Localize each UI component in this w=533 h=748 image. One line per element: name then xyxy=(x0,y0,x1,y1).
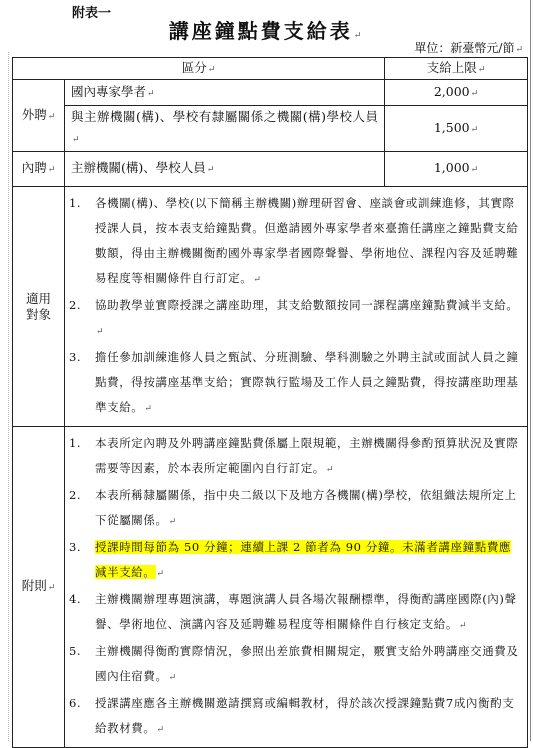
scope-content-cell xyxy=(65,187,528,427)
list-number: 3. xyxy=(69,540,82,554)
paragraph-mark-icon: ↵ xyxy=(47,111,56,122)
list-item-highlighted xyxy=(65,535,519,587)
external-desc-cell xyxy=(65,80,385,106)
list-number: 6. xyxy=(69,696,82,710)
scope-row xyxy=(13,187,528,427)
table-row xyxy=(13,152,528,187)
internal-label: 內聘 xyxy=(21,160,47,175)
list-number: 5. xyxy=(69,644,82,658)
paragraph-mark-icon: ↵ xyxy=(477,64,486,75)
external-amount-cell xyxy=(385,80,528,106)
category-header-cell xyxy=(13,58,385,80)
page-margin-guide xyxy=(8,52,9,741)
paragraph-mark-icon: ↵ xyxy=(47,583,56,593)
scope-label: 適用對象 xyxy=(25,290,51,322)
list-number: 2. xyxy=(69,488,82,502)
list-text: 本表所定內聘及外聘講座鐘點費係屬上限規範，主辦機關得參酌預算狀況及實際需要等因素，於本表所定範圍內自行訂定。 xyxy=(95,436,519,475)
table-row xyxy=(13,80,528,106)
external-desc-cell xyxy=(65,106,385,152)
external-amount-1: 2,000 xyxy=(433,83,470,99)
paragraph-mark-icon: ↵ xyxy=(147,88,155,99)
internal-desc-cell xyxy=(65,152,385,187)
list-item xyxy=(65,191,519,293)
list-item xyxy=(65,691,519,743)
list-text: 主辦機關辦理專題演講，專題演講人員各場次報酬標準，得衡酌講座國際(內)聲譽、學術地位、演講內容及延聘難易程度等相關條件自行核定支給。 xyxy=(95,592,517,631)
list-item xyxy=(65,345,519,422)
paragraph-mark-icon: ↵ xyxy=(325,465,335,475)
list-number: 3. xyxy=(69,350,82,364)
paragraph-mark-icon: ↵ xyxy=(96,327,105,337)
notes-list xyxy=(65,427,527,747)
table-header-row xyxy=(13,58,528,80)
unit-label xyxy=(414,39,523,56)
internal-amount: 1,000 xyxy=(433,160,470,175)
document-title-text: 講座鐘點費支給表 xyxy=(168,19,353,43)
list-number: 1. xyxy=(69,196,82,210)
notes-content-cell xyxy=(65,427,528,748)
list-text: 主辦機關得衡酌實際情況，參照出差旅費相關規定，覈實支給外聘講座交通費及國內住宿費。 xyxy=(95,644,519,683)
external-amount-2: 1,500 xyxy=(433,119,470,135)
scope-list xyxy=(65,187,527,426)
paragraph-mark-icon: ↵ xyxy=(207,64,216,75)
list-item xyxy=(65,639,519,691)
table-row xyxy=(13,106,528,152)
paragraph-mark-icon: ↵ xyxy=(156,725,165,735)
paragraph-mark-icon: ↵ xyxy=(156,569,165,579)
external-label-cell xyxy=(13,80,65,152)
notes-label-cell xyxy=(13,427,65,748)
list-text: 各機關(構)、學校(以下簡稱主辦機關)辦理研習會、座談會或訓練進修，其實際授課人員，按本表支給鐘點費。但邀請國外專家學者來臺擔任講座之鐘點費支給數額，得由主辦機關衡酌國外專家學者國際聲譽、學術地位、課程內容及延聘難易程度等相關條件自行訂定。 xyxy=(95,196,519,285)
list-number: 4. xyxy=(69,592,82,606)
paragraph-mark-icon: ↵ xyxy=(470,124,479,135)
list-text: 協助教學並實際授課之講座助理，其支給數額按同一課程講座鐘點費減半支給。 xyxy=(95,298,519,312)
list-item xyxy=(65,431,519,483)
paragraph-mark-icon: ↵ xyxy=(253,275,262,285)
internal-desc: 主辦機關(構)、學校人員 xyxy=(71,160,206,175)
internal-label-cell xyxy=(13,152,65,187)
paragraph-mark-icon: ↵ xyxy=(459,621,468,631)
list-number: 1. xyxy=(69,436,82,450)
list-text: 擔任參加訓練進修人員之甄試、分班測驗、學科測驗之外聘主試或面試人員之鐘點費，得按講座基準支給；實際執行監場及工作人員之鐘點費，得按講座助理基準支給。 xyxy=(95,350,519,414)
paragraph-mark-icon: ↵ xyxy=(470,88,479,99)
page-right-edge xyxy=(530,0,531,741)
external-label: 外聘 xyxy=(21,106,47,122)
fee-table xyxy=(12,57,528,748)
category-header: 區分 xyxy=(181,59,207,75)
paragraph-mark-icon: ↵ xyxy=(47,165,56,175)
paragraph-mark-icon: ↵ xyxy=(353,31,365,41)
external-desc-2: 與主辦機關(構)、學校有隸屬關係之機關(構)學校人員 xyxy=(71,109,379,124)
paragraph-mark-icon: ↵ xyxy=(72,135,81,145)
paragraph-mark-icon: ↵ xyxy=(515,45,523,55)
notes-row xyxy=(13,427,528,748)
external-desc-1: 國內專家學者 xyxy=(71,83,147,99)
appendix-label: 附表一 xyxy=(72,6,112,21)
external-amount-cell xyxy=(385,106,528,152)
paragraph-mark-icon: ↵ xyxy=(470,165,479,175)
paragraph-mark-icon: ↵ xyxy=(168,517,177,527)
paragraph-mark-icon: ↵ xyxy=(168,673,177,683)
internal-amount-cell xyxy=(385,152,528,187)
list-text: 授課講座應各主辦機關邀請撰寫或編輯教材，得於該次授課鐘點費7成內衡酌支給教材費。 xyxy=(95,696,515,735)
highlighted-text: 授課時間每節為 50 分鐘；連續上課 2 節者為 90 分鐘。未滿者講座鐘點費應減半支給。 xyxy=(95,540,512,579)
paragraph-mark-icon: ↵ xyxy=(144,404,153,414)
list-text: 本表所稱隸屬關係，指中央二級以下及地方各機關(構)學校，依組織法規所定上下從屬關係。 xyxy=(95,488,517,527)
list-item xyxy=(65,293,519,345)
paragraph-mark-icon: ↵ xyxy=(206,165,215,175)
list-item xyxy=(65,587,519,639)
notes-label: 附則 xyxy=(21,578,47,593)
scope-label-cell xyxy=(13,187,65,427)
limit-header: 支給上限 xyxy=(426,59,477,75)
limit-header-cell xyxy=(385,58,528,80)
list-item xyxy=(65,483,519,535)
unit-label-text: 單位：新臺幣元/節 xyxy=(414,41,515,55)
list-number: 2. xyxy=(69,298,82,312)
